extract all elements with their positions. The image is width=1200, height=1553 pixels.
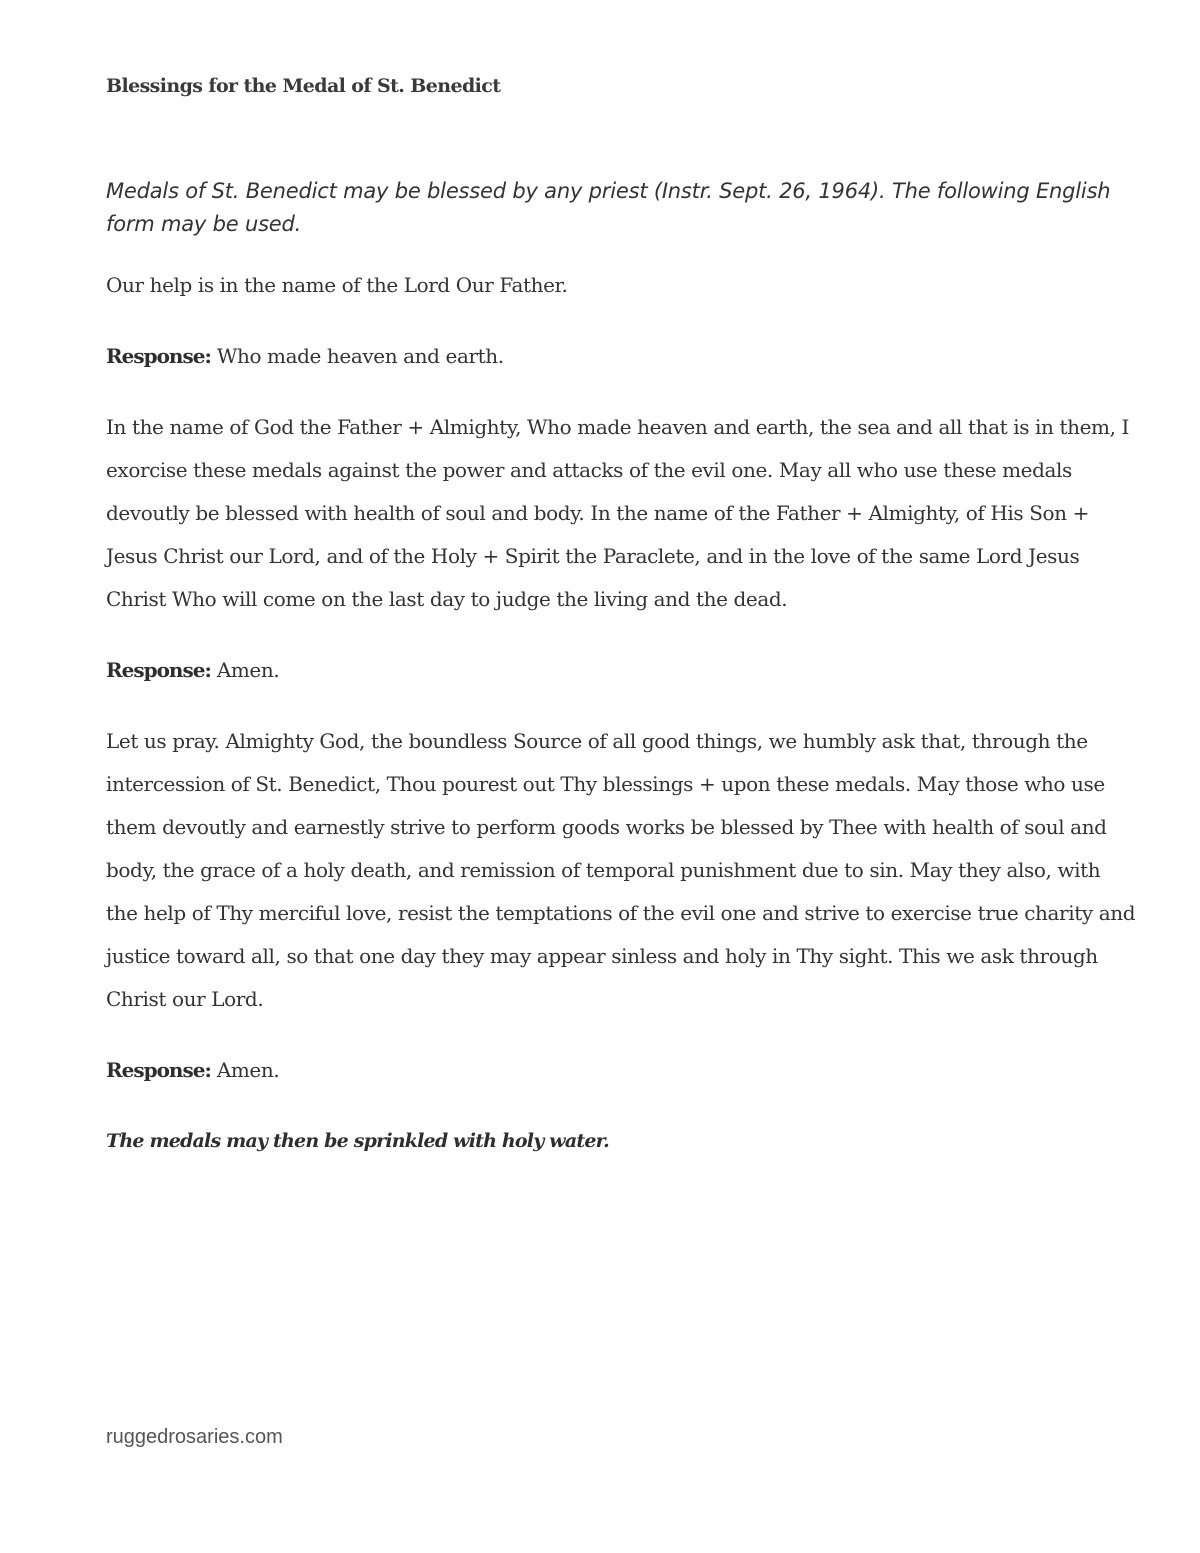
response-text: Amen. (216, 1058, 280, 1082)
invocation-text: Our help is in the name of the Lord Our Father. (106, 273, 568, 297)
response-text: Who made heaven and earth. (216, 344, 504, 368)
response-line-2 (106, 649, 1136, 692)
response-label: Response: (106, 1058, 211, 1082)
exorcism-paragraph: In the name of God the Father + Almighty, Who made heaven and earth, the sea and all that is in them, I exorcise these medals against the power and attacks of the evil one. May all who use these medals devoutly be blessed with health of soul and body. In the name of the Father + Almighty, of His Son + Jesus Christ our Lord, and of the Holy + Spirit the Paraclete, and in the love of the same Lord Jesus Christ Who will come on the last day to judge the living and the dead. (106, 415, 1130, 611)
prayer-paragraph: Let us pray. Almighty God, the boundless Source of all good things, we humbly ask that, through the intercession of St. Benedict, Thou pourest out Thy blessings + upon these medals. May those who use them devoutly and earnestly strive to perform goods works be blessed by Thee with health of soul and body, the grace of a holy death, and remission of temporal punishment due to sin. May they also, with the help of Thy merciful love, resist the temptations of the evil one and strive to exercise true charity and justice toward all, so that one day they may appear sinless and holy in Thy sight. This we ask through Christ our Lord. (106, 729, 1136, 1011)
response-line-3 (106, 1049, 1136, 1092)
response-text: Amen. (216, 658, 280, 682)
response-label: Response: (106, 344, 211, 368)
footer-site-url: ruggedrosaries.com (106, 1426, 283, 1448)
document-title: Blessings for the Medal of St. Benedict (106, 75, 501, 97)
response-label: Response: (106, 658, 211, 682)
response-line-1 (106, 335, 1136, 378)
intro-rubric: Medals of St. Benedict may be blessed by any priest (Instr. Sept. 26, 1964). The following English form may be used. (106, 179, 1111, 236)
document-body (106, 68, 1136, 1163)
closing-rubric: The medals may then be sprinkled with holy water. (106, 1130, 609, 1152)
